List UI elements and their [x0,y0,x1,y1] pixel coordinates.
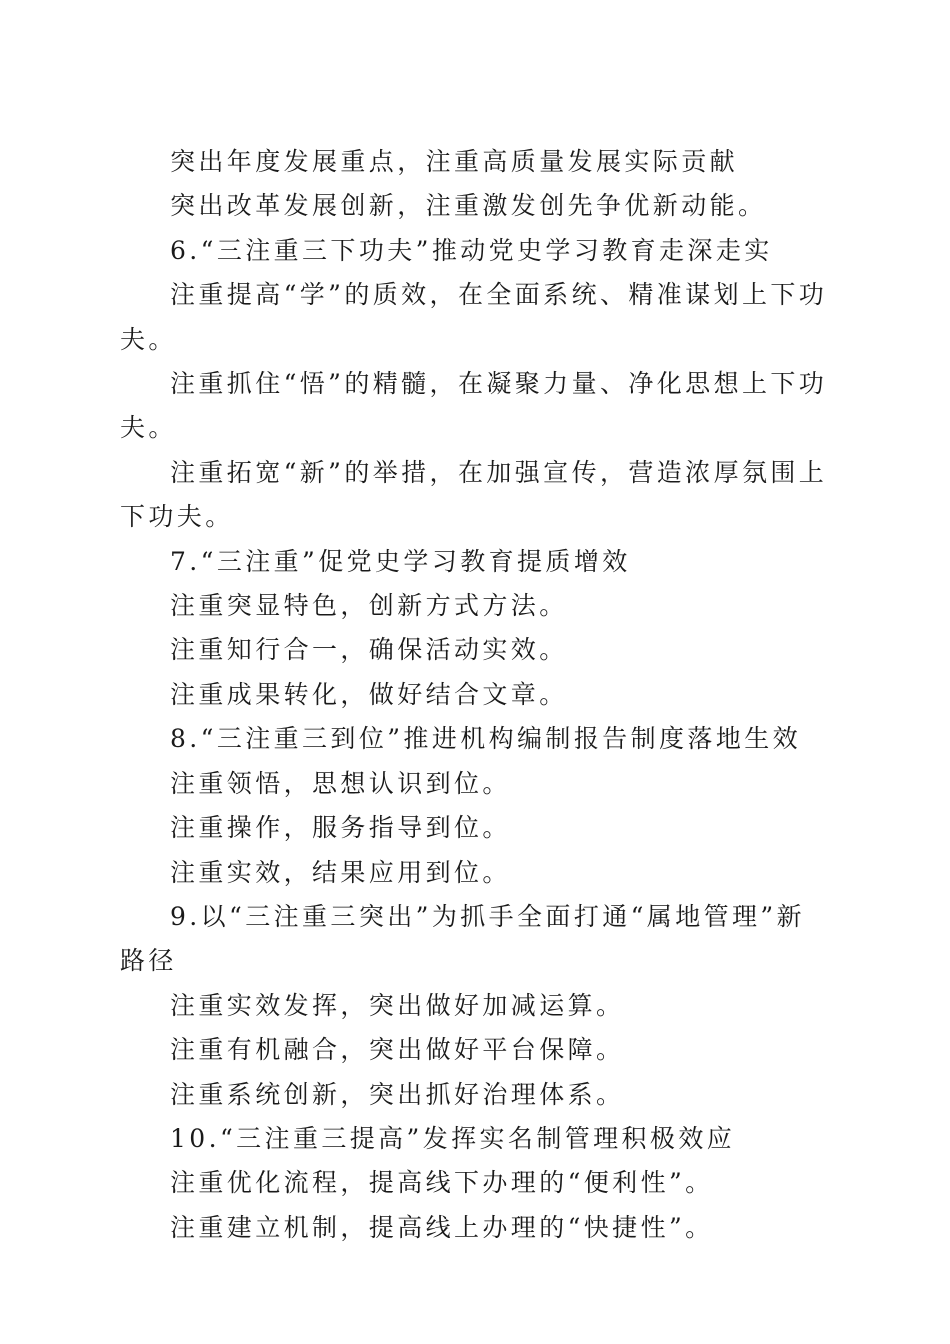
paragraph-6-1: 注重提高“学”的质效，在全面系统、精准谋划上下功夫。 [120,280,828,354]
heading-9: 9.以“三注重三突出”为抓手全面打通“属地管理”新路径 [120,901,805,976]
paragraph-8-3: 注重实效，结果应用到位。 [170,857,511,887]
paragraph-8-2: 注重操作，服务指导到位。 [170,813,511,843]
paragraph-9-3: 注重系统创新，突出抓好治理体系。 [170,1079,625,1109]
paragraph-1: 突出年度发展重点，注重高质量发展实际贡献 [170,147,739,176]
paragraph-9-1: 注重实效发挥，突出做好加减运算。 [170,990,625,1020]
paragraph-7-2: 注重知行合一，确保活动实效。 [170,635,568,665]
heading-8: 8.“三注重三到位”推进机构编制报告制度落地生效 [170,724,802,754]
paragraph-6-2: 注重抓住“悟”的精髓，在凝聚力量、净化思想上下功夫。 [120,369,828,443]
paragraph-10-1: 注重优化流程，提高线下办理的“便利性”。 [170,1168,714,1198]
paragraph-10-2: 注重建立机制，提高线上办理的“快捷性”。 [170,1212,714,1242]
paragraph-7-3: 注重成果转化，做好结合文章。 [170,679,568,709]
heading-6: 6.“三注重三下功夫”推动党史学习教育走深走实 [170,235,773,265]
paragraph-7-1: 注重突显特色，创新方式方法。 [170,591,568,621]
paragraph-6-3: 注重拓宽“新”的举措，在加强宣传，营造浓厚氛围上下功夫。 [120,457,828,532]
paragraph-2: 突出改革发展创新，注重激发创先争优新动能。 [170,191,767,221]
paragraph-8-1: 注重领悟，思想认识到位。 [170,768,511,798]
heading-10: 10.“三注重三提高”发挥实名制管理积极效应 [170,1123,736,1153]
heading-7: 7.“三注重”促党史学习教育提质增效 [170,546,631,576]
document-body [120,140,830,1250]
paragraph-9-2: 注重有机融合，突出做好平台保障。 [170,1035,625,1065]
